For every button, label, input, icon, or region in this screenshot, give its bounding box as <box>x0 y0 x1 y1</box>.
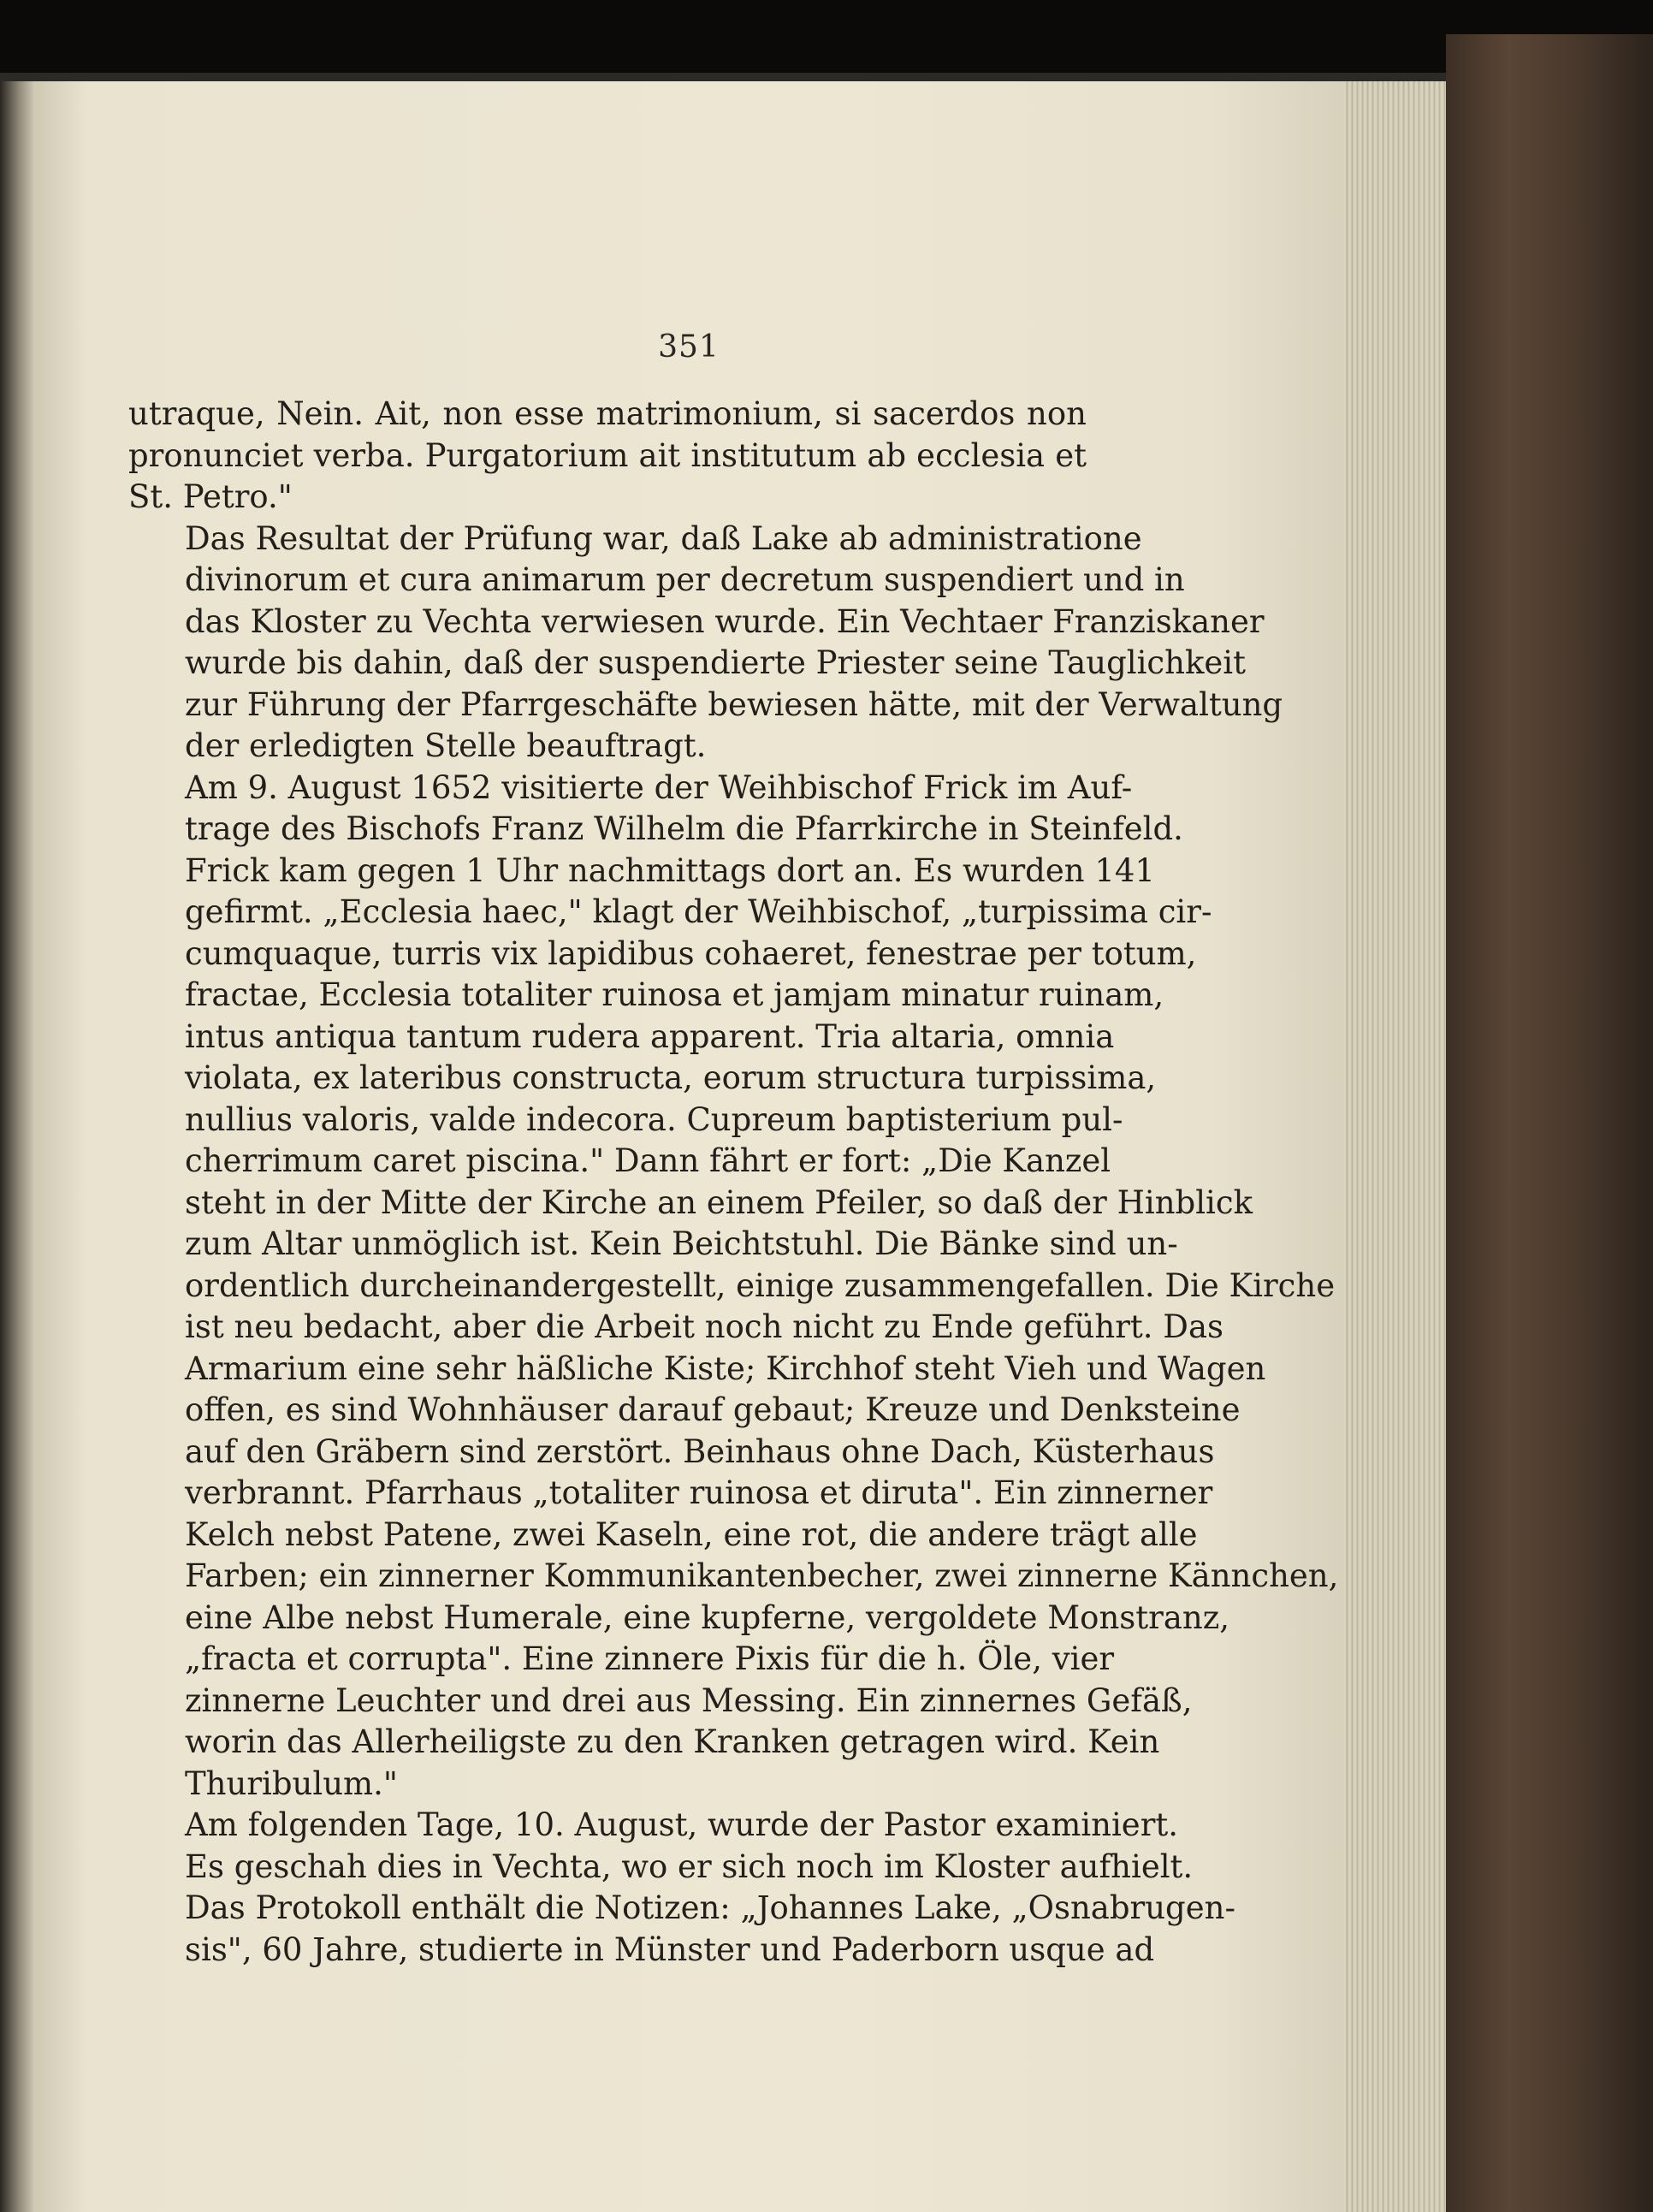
body-text <box>128 394 1339 1971</box>
paragraph <box>128 1805 1235 1971</box>
text-line: offen, es sind Wohnhäuser darauf gebaut; Kreuze und Denksteine <box>185 1391 1241 1428</box>
text-line: Am 9. August 1652 visitierte der Weihbischof Frick im Auf- <box>185 768 1133 806</box>
text-line: cherrimum caret piscina." Dann fährt er fort: „Die Kanzel <box>185 1142 1111 1179</box>
text-line: zinnerne Leuchter und drei aus Messing. Ein zinnernes Gefäß, <box>185 1681 1193 1719</box>
text-line: fractae, Ecclesia totaliter ruinosa et jamjam minatur ruinam, <box>185 976 1164 1013</box>
text-line: auf den Gräbern sind zerstört. Beinhaus ohne Dach, Küsterhaus <box>185 1432 1215 1470</box>
book-cover <box>1446 34 1653 2212</box>
paragraph <box>128 519 1283 768</box>
text-line: intus antiqua tantum rudera apparent. Tria altaria, omnia <box>185 1017 1115 1055</box>
text-line: verbrannt. Pfarrhaus „totaliter ruinosa et diruta". Ein zinnerner <box>185 1474 1213 1511</box>
text-line: steht in der Mitte der Kirche an einem Pfeiler, so daß der Hinblick <box>185 1183 1253 1221</box>
text-line: gefirmt. „Ecclesia haec," klagt der Weihbischof, „turpissima cir- <box>185 893 1212 930</box>
text-line: Armarium eine sehr häßliche Kiste; Kirchhof steht Vieh und Wagen <box>185 1349 1266 1387</box>
text-line: zum Altar unmöglich ist. Kein Beichtstuhl. Die Bänke sind un- <box>185 1225 1178 1262</box>
text-line: trage des Bischofs Franz Wilhelm die Pfarrkirche in Steinfeld. <box>185 810 1183 847</box>
text-line: Das Resultat der Prüfung war, daß Lake ab administratione <box>185 519 1142 557</box>
text-line: violata, ex lateribus constructa, eorum structura turpissima, <box>185 1059 1157 1096</box>
text-line: das Kloster zu Vechta verwiesen wurde. Ein Vechtaer Franziskaner <box>185 602 1265 640</box>
text-line: „fracta et corrupta". Eine zinnere Pixis für die h. Öle, vier <box>185 1640 1115 1677</box>
text-line: Frick kam gegen 1 Uhr nachmittags dort an. Es wurden 141 <box>185 851 1155 889</box>
text-line: Farben; ein zinnerner Kommunikantenbecher, zwei zinnerne Kännchen, <box>185 1557 1339 1594</box>
text-line: eine Albe nebst Humerale, eine kupferne, vergoldete Monstranz, <box>185 1598 1229 1636</box>
paragraph <box>128 768 1339 1806</box>
text-line: utraque, Nein. Ait, non esse matrimonium, si sacerdos non <box>128 395 1087 432</box>
text-line: worin das Allerheiligste zu den Kranken getragen wird. Kein <box>185 1723 1160 1760</box>
book-page <box>34 81 1343 2212</box>
text-line: cumquaque, turris vix lapidibus cohaeret, fenestrae per totum, <box>185 934 1197 972</box>
text-line: zur Führung der Pfarrgeschäfte bewiesen hätte, mit der Verwaltung <box>185 685 1283 723</box>
text-line: Thuribulum." <box>185 1764 398 1802</box>
text-line: Es geschah dies in Vechta, wo er sich noch im Kloster aufhielt. <box>185 1847 1194 1885</box>
paragraph <box>128 394 1087 519</box>
page-stack-edge <box>1343 81 1446 2212</box>
page-number: 351 <box>658 329 720 365</box>
text-line: Am folgenden Tage, 10. August, wurde der Pastor examiniert. <box>185 1806 1179 1843</box>
text-line: Das Protokoll enthält die Notizen: „Johannes Lake, „Osnabrugen- <box>185 1889 1235 1926</box>
text-line: Kelch nebst Patene, zwei Kaseln, eine rot, die andere trägt alle <box>185 1515 1198 1553</box>
text-line: der erledigten Stelle beauftragt. <box>185 727 707 764</box>
text-line: pronunciet verba. Purgatorium ait institutum ab ecclesia et <box>128 436 1087 474</box>
text-line: divinorum et cura animarum per decretum suspendiert und in <box>185 561 1185 598</box>
text-line: nullius valoris, valde indecora. Cupreum baptisterium pul- <box>185 1100 1123 1138</box>
text-line: wurde bis dahin, daß der suspendierte Priester seine Tauglichkeit <box>185 644 1246 681</box>
text-line: ordentlich durcheinandergestellt, einige zusammengefallen. Die Kirche <box>185 1266 1336 1304</box>
left-page-edge <box>0 81 34 2212</box>
text-line: sis", 60 Jahre, studierte in Münster und Paderborn usque ad <box>185 1930 1155 1968</box>
text-line: ist neu bedacht, aber die Arbeit noch nicht zu Ende geführt. Das <box>185 1308 1224 1345</box>
text-line: St. Petro." <box>128 478 293 515</box>
